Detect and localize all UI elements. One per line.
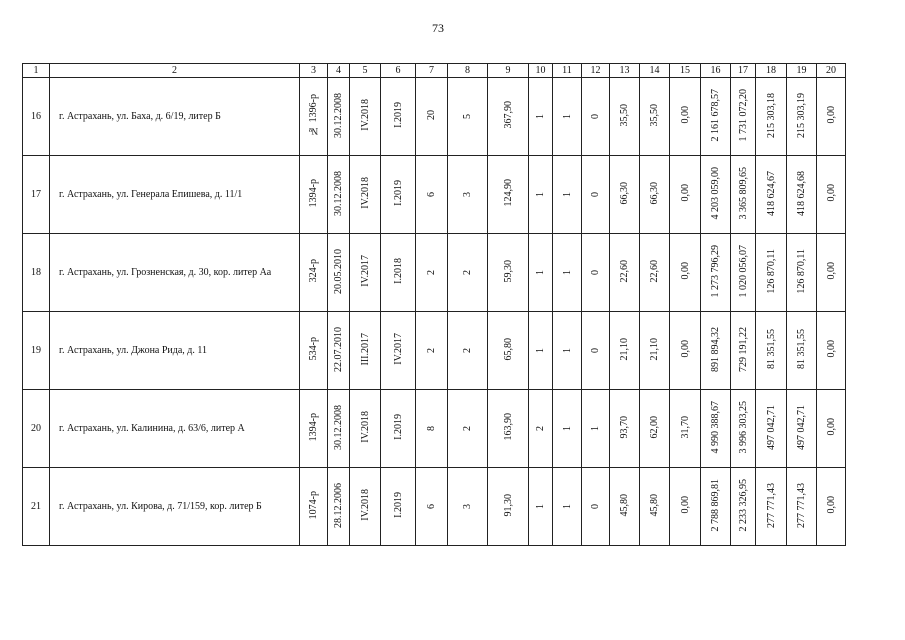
column-header: 12 [582, 64, 610, 78]
cell-value: 22,60 [619, 259, 630, 283]
cell-value: IV.2018 [359, 411, 371, 443]
column-header: 10 [529, 64, 553, 78]
cell-value: 81 351,55 [796, 329, 807, 369]
table-cell [529, 312, 553, 390]
address-cell: г. Астрахань, ул. Джона Рида, д. 11 [50, 312, 300, 390]
cell-value: 324-р [308, 259, 319, 283]
column-header: 6 [381, 64, 416, 78]
table-cell [640, 156, 670, 234]
table-cell [582, 78, 610, 156]
table-cell [701, 234, 731, 312]
table-cell [582, 234, 610, 312]
cell-value: 0 [590, 504, 601, 509]
cell-value: 30.12.2008 [333, 404, 344, 450]
cell-value: I.2018 [392, 258, 404, 284]
table-cell [328, 468, 350, 546]
column-header: 17 [731, 64, 756, 78]
address-cell: г. Астрахань, ул. Генерала Епишева, д. 11/1 [50, 156, 300, 234]
table-cell [448, 312, 488, 390]
cell-value: 0,00 [679, 184, 691, 202]
table-cell [640, 312, 670, 390]
table-row [23, 390, 846, 468]
table-cell [381, 312, 416, 390]
table-cell [553, 390, 582, 468]
row-number: 19 [23, 312, 50, 390]
cell-value: 35,50 [619, 103, 630, 127]
cell-value: 277 771,43 [796, 482, 807, 528]
column-header: 1 [23, 64, 50, 78]
table-cell [582, 156, 610, 234]
cell-value: 0,00 [679, 340, 691, 358]
table-cell [381, 390, 416, 468]
cell-value: 4 990 388,67 [710, 400, 721, 454]
cell-value: 30.12.2008 [333, 170, 344, 216]
register-table [22, 63, 846, 546]
column-header: 5 [350, 64, 381, 78]
table-cell [640, 234, 670, 312]
table-row [23, 156, 846, 234]
cell-value: 0 [590, 114, 601, 119]
table-cell [670, 234, 701, 312]
cell-value: 4 203 059,00 [710, 166, 721, 220]
cell-value: 21,10 [619, 337, 630, 361]
table-cell [300, 234, 328, 312]
table-cell [300, 468, 328, 546]
cell-value: 2 [426, 348, 437, 353]
cell-value: 31,70 [679, 415, 691, 439]
table-cell [381, 156, 416, 234]
column-header: 3 [300, 64, 328, 78]
table-cell [381, 468, 416, 546]
cell-value: 3 365 809,65 [737, 166, 749, 220]
cell-value: 6 [426, 504, 437, 509]
cell-value: 30.12.2008 [333, 92, 344, 138]
column-header: 2 [50, 64, 300, 78]
page-number: 73 [432, 21, 444, 35]
cell-value: 0,00 [825, 496, 837, 514]
cell-value: 126 870,11 [765, 248, 777, 294]
cell-value: 1 020 056,07 [737, 244, 749, 298]
cell-value: 3 [462, 504, 473, 509]
table-cell [553, 156, 582, 234]
table-cell [416, 234, 448, 312]
cell-value: 93,70 [619, 415, 630, 439]
cell-value: 1 [535, 504, 546, 509]
table-cell [731, 78, 756, 156]
table-cell [817, 78, 846, 156]
table-cell [610, 78, 640, 156]
table-cell [817, 468, 846, 546]
table-cell [381, 234, 416, 312]
cell-value: 0,00 [825, 184, 837, 202]
table-cell [670, 390, 701, 468]
table-cell [416, 312, 448, 390]
table-cell [416, 78, 448, 156]
cell-value: 418 624,68 [796, 170, 807, 216]
cell-value: 1394-р [308, 178, 319, 208]
cell-value: 367,90 [502, 101, 514, 129]
table-cell [488, 156, 529, 234]
cell-value: 22.07.2010 [333, 326, 344, 372]
cell-value: III.2017 [359, 332, 371, 366]
table-cell [787, 234, 817, 312]
column-header: 19 [787, 64, 817, 78]
column-header: 20 [817, 64, 846, 78]
table-cell [731, 156, 756, 234]
cell-value: 1394-р [308, 412, 319, 442]
table-cell [582, 468, 610, 546]
table-cell [529, 468, 553, 546]
cell-value: I.2019 [392, 180, 404, 206]
cell-value: 21,10 [649, 337, 660, 361]
cell-value: 0,00 [679, 106, 691, 124]
table-cell [350, 156, 381, 234]
table-cell [553, 312, 582, 390]
cell-value: 1 [561, 114, 573, 119]
table-cell [756, 234, 787, 312]
row-number: 20 [23, 390, 50, 468]
column-header: 11 [553, 64, 582, 78]
cell-value: 1 [535, 114, 546, 119]
table-cell [731, 390, 756, 468]
column-header: 15 [670, 64, 701, 78]
cell-value: I.2019 [392, 102, 404, 128]
table-cell [670, 78, 701, 156]
table-cell [701, 468, 731, 546]
table-cell [787, 156, 817, 234]
cell-value: 1 [535, 270, 546, 275]
table-cell [488, 468, 529, 546]
table-cell [610, 468, 640, 546]
cell-value: 0,00 [825, 340, 837, 358]
cell-value: 0,00 [825, 106, 837, 124]
address-cell: г. Астрахань, ул. Грозненская, д. 30, кор. литер Аа [50, 234, 300, 312]
cell-value: 1 [561, 192, 573, 197]
table-cell [817, 312, 846, 390]
table-cell [529, 234, 553, 312]
cell-value: 3 996 303,25 [737, 400, 749, 454]
table-cell [448, 234, 488, 312]
table-cell [300, 78, 328, 156]
table-cell [670, 468, 701, 546]
table-cell [300, 390, 328, 468]
table-cell [328, 390, 350, 468]
table-cell [610, 312, 640, 390]
table-cell [416, 468, 448, 546]
table-cell [448, 156, 488, 234]
column-header: 4 [328, 64, 350, 78]
cell-value: IV.2018 [359, 99, 371, 131]
table-cell [701, 78, 731, 156]
cell-value: 35,50 [649, 103, 660, 127]
table-cell [610, 234, 640, 312]
table-cell [488, 390, 529, 468]
column-header: 9 [488, 64, 529, 78]
cell-value: 2 [426, 270, 437, 275]
table-cell [553, 234, 582, 312]
cell-value: 20 [426, 110, 437, 120]
table-cell [610, 390, 640, 468]
address-cell: г. Астрахань, ул. Калинина, д. 63/6, литер А [50, 390, 300, 468]
table-cell [787, 390, 817, 468]
cell-value: 3 [462, 192, 473, 197]
cell-value: 2 233 326,95 [737, 478, 749, 532]
cell-value: 215 303,18 [765, 92, 777, 138]
cell-value: IV.2017 [392, 333, 404, 365]
row-number: 21 [23, 468, 50, 546]
address-cell: г. Астрахань, ул. Кирова, д. 71/159, кор. литер Б [50, 468, 300, 546]
table-cell [328, 78, 350, 156]
cell-value: 1 [535, 348, 546, 353]
cell-value: IV.2018 [359, 177, 371, 209]
column-header: 13 [610, 64, 640, 78]
cell-value: 497 042,71 [796, 404, 807, 450]
table-row [23, 468, 846, 546]
table-cell [817, 234, 846, 312]
cell-value: 0 [590, 270, 601, 275]
cell-value: I.2019 [392, 414, 404, 440]
cell-value: 66,30 [619, 181, 630, 205]
table-cell [756, 468, 787, 546]
table-cell [448, 390, 488, 468]
table-cell [582, 390, 610, 468]
cell-value: 5 [462, 114, 473, 119]
column-header: 14 [640, 64, 670, 78]
table-cell [488, 78, 529, 156]
table-cell [756, 78, 787, 156]
table-cell [350, 234, 381, 312]
cell-value: 497 042,71 [765, 404, 777, 450]
table-cell [328, 234, 350, 312]
cell-value: 418 624,67 [765, 170, 777, 216]
table-cell [731, 312, 756, 390]
table-cell [488, 234, 529, 312]
table-row [23, 234, 846, 312]
table-row [23, 78, 846, 156]
cell-value: 0,00 [825, 262, 837, 280]
table-cell [787, 78, 817, 156]
cell-value: 1 [561, 426, 573, 431]
table-cell [701, 390, 731, 468]
address-cell: г. Астрахань, ул. Баха, д. 6/19, литер Б [50, 78, 300, 156]
cell-value: 1 [561, 504, 573, 509]
table-cell [529, 78, 553, 156]
cell-value: 1 273 796,29 [710, 244, 721, 298]
cell-value: 59,30 [502, 259, 514, 283]
cell-value: 729 191,22 [737, 326, 749, 372]
cell-value: 28.12.2006 [333, 482, 344, 528]
column-header: 18 [756, 64, 787, 78]
table-cell [640, 468, 670, 546]
cell-value: 891 894,32 [710, 326, 721, 372]
table-cell [640, 390, 670, 468]
table-cell [529, 156, 553, 234]
cell-value: 0,00 [679, 496, 691, 514]
table-cell [640, 78, 670, 156]
cell-value: 65,80 [502, 337, 514, 361]
cell-value: 62,00 [649, 415, 660, 439]
table-cell [350, 78, 381, 156]
cell-value: 1 [561, 270, 573, 275]
table-cell [787, 312, 817, 390]
table-cell [756, 390, 787, 468]
cell-value: 1074-р [308, 490, 319, 520]
table-cell [448, 78, 488, 156]
table-cell [731, 468, 756, 546]
table-cell [328, 156, 350, 234]
column-header: 16 [701, 64, 731, 78]
table-cell [300, 312, 328, 390]
row-number: 16 [23, 78, 50, 156]
cell-value: 0 [590, 348, 601, 353]
cell-value: 2 [462, 426, 473, 431]
column-header: 7 [416, 64, 448, 78]
cell-value: 2 [462, 270, 473, 275]
cell-value: 1 [535, 192, 546, 197]
cell-value: 163,90 [502, 413, 514, 441]
cell-value: 81 351,55 [765, 329, 777, 369]
row-number: 18 [23, 234, 50, 312]
cell-value: 534-р [308, 337, 319, 361]
row-number: 17 [23, 156, 50, 234]
cell-value: I.2019 [392, 492, 404, 518]
cell-value: 124,90 [502, 179, 514, 207]
cell-value: 22,60 [649, 259, 660, 283]
table-cell [488, 312, 529, 390]
table-cell [731, 234, 756, 312]
cell-value: 0,00 [825, 418, 837, 436]
cell-value: 8 [426, 426, 437, 431]
cell-value: 2 [462, 348, 473, 353]
table-cell [350, 390, 381, 468]
column-header: 8 [448, 64, 488, 78]
table-cell [448, 468, 488, 546]
cell-value: 2 788 869,81 [710, 478, 721, 532]
table-cell [817, 156, 846, 234]
cell-value: 0,00 [679, 262, 691, 280]
table-cell [529, 390, 553, 468]
table-cell [553, 78, 582, 156]
cell-value: 1 [590, 426, 601, 431]
header-row [23, 64, 846, 78]
table-cell [416, 390, 448, 468]
table-cell [350, 312, 381, 390]
cell-value: 1 731 072,20 [737, 88, 749, 142]
cell-value: IV.2018 [359, 489, 371, 521]
table-cell [787, 468, 817, 546]
cell-value: 2 [535, 426, 546, 431]
cell-value: 126 870,11 [796, 248, 807, 294]
table-cell [670, 156, 701, 234]
cell-value: 215 303,19 [796, 92, 807, 138]
cell-value: 0 [590, 192, 601, 197]
cell-value: 1 [561, 348, 573, 353]
cell-value: 45,80 [619, 493, 630, 517]
table-cell [328, 312, 350, 390]
table-cell [701, 156, 731, 234]
table-cell [300, 156, 328, 234]
table-row [23, 312, 846, 390]
table-cell [416, 156, 448, 234]
cell-value: 277 771,43 [765, 482, 777, 528]
table-cell [701, 312, 731, 390]
table-cell [817, 390, 846, 468]
cell-value: 20.05.2010 [333, 248, 344, 294]
table-cell [553, 468, 582, 546]
table-cell [381, 78, 416, 156]
cell-value: 2 161 678,57 [710, 88, 721, 142]
table-cell [582, 312, 610, 390]
cell-value: 45,80 [649, 493, 660, 517]
table-cell [670, 312, 701, 390]
table-cell [610, 156, 640, 234]
cell-value: 6 [426, 192, 437, 197]
cell-value: 91,30 [502, 493, 514, 517]
table-cell [756, 156, 787, 234]
cell-value: 66,30 [649, 181, 660, 205]
cell-value: № 1396-р [308, 94, 319, 136]
cell-value: IV.2017 [359, 255, 371, 287]
table-cell [756, 312, 787, 390]
table-cell [350, 468, 381, 546]
